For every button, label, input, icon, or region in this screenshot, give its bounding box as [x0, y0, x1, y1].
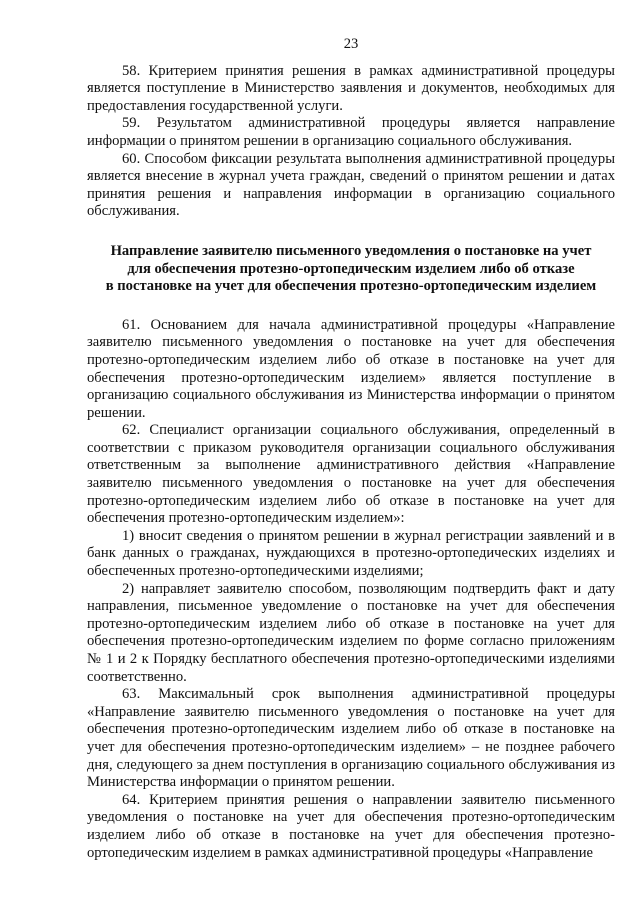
- paragraph-62-item-1: 1) вносит сведения о принятом решении в журнал регистрации заявлений и в банк данных о гражданах, нуждающихся в протезно-ортопедических изделиях и обеспеченных протезно-ортопедическими изделиями;: [87, 527, 615, 580]
- section-heading-line-2: для обеспечения протезно-ортопедическим изделием либо об отказе: [127, 260, 575, 277]
- paragraph-61: 61. Основанием для начала административной процедуры «Направление заявителю письменного уведомления о постановке на учет для обеспечения протезно-ортопедическим изделием либо об отказе в постановке на учет для обеспечения протезно-ортопедическим изделием» является поступление в организацию социального обслуживания из Министерства информации о принятом решении.: [87, 316, 615, 421]
- paragraph-63: 63. Максимальный срок выполнения административной процедуры «Направление заявителю письменного уведомления о постановке на учет для обеспечения протезно-ортопедическим изделием либо об отказе в постановке на учет для обеспечения протезно-ортопедическим изделием» – не позднее рабочего дня, следующего за днем поступления в организацию социального обслуживания из Министерства информации о принятом решении.: [87, 686, 615, 791]
- document-page: [87, 36, 615, 862]
- paragraph-62: 62. Специалист организации социального обслуживания, определенный в соответствии с приказом руководителя организации социального обслуживания ответственным за выполнение административного действия «Направление заявителю письменного уведомления о постановке на учет для обеспечения протезно-ортопедическим изделием либо об отказе в постановке на учет для обеспечения протезно-ортопедическим изделием»:: [87, 422, 615, 527]
- paragraph-62-item-2: 2) направляет заявителю способом, позволяющим подтвердить факт и дату направления, письменное уведомление о постановке на учет для обеспечения протезно-ортопедическим изделием либо об отказе в постановке на учет для обеспечения протезно-ортопедическим изделием по форме согласно приложениям № 1 и 2 к Порядку бесплатного обеспечения протезно-ортопедическими изделиями соответственно.: [87, 580, 615, 685]
- section-heading-line-3: в постановке на учет для обеспечения протезно-ортопедическим изделием: [105, 278, 597, 295]
- paragraph-60: 60. Способом фиксации результата выполнения административной процедуры является внесение в журнал учета граждан, сведений о принятом решении и датах принятия решения и направления информации в организацию социального обслуживания.: [87, 150, 615, 220]
- page-number: 23: [343, 36, 359, 52]
- paragraph-64: 64. Критерием принятия решения о направлении заявителю письменного уведомления о постановке на учет для обеспечения протезно-ортопедическим изделием либо об отказе в постановке на учет для обеспечения протезно-ортопедическим изделием в рамках административной процедуры «Направление: [87, 791, 615, 861]
- section-heading-line-1: Направление заявителю письменного уведомления о постановке на учет: [110, 242, 592, 259]
- section-heading: [87, 243, 615, 296]
- paragraph-59: 59. Результатом административной процедуры является направление информации о принятом решении в организацию социального обслуживания.: [87, 115, 615, 149]
- paragraph-58: 58. Критерием принятия решения в рамках административной процедуры является поступление в Министерство заявления и документов, необходимых для предоставления государственной услуги.: [87, 62, 615, 114]
